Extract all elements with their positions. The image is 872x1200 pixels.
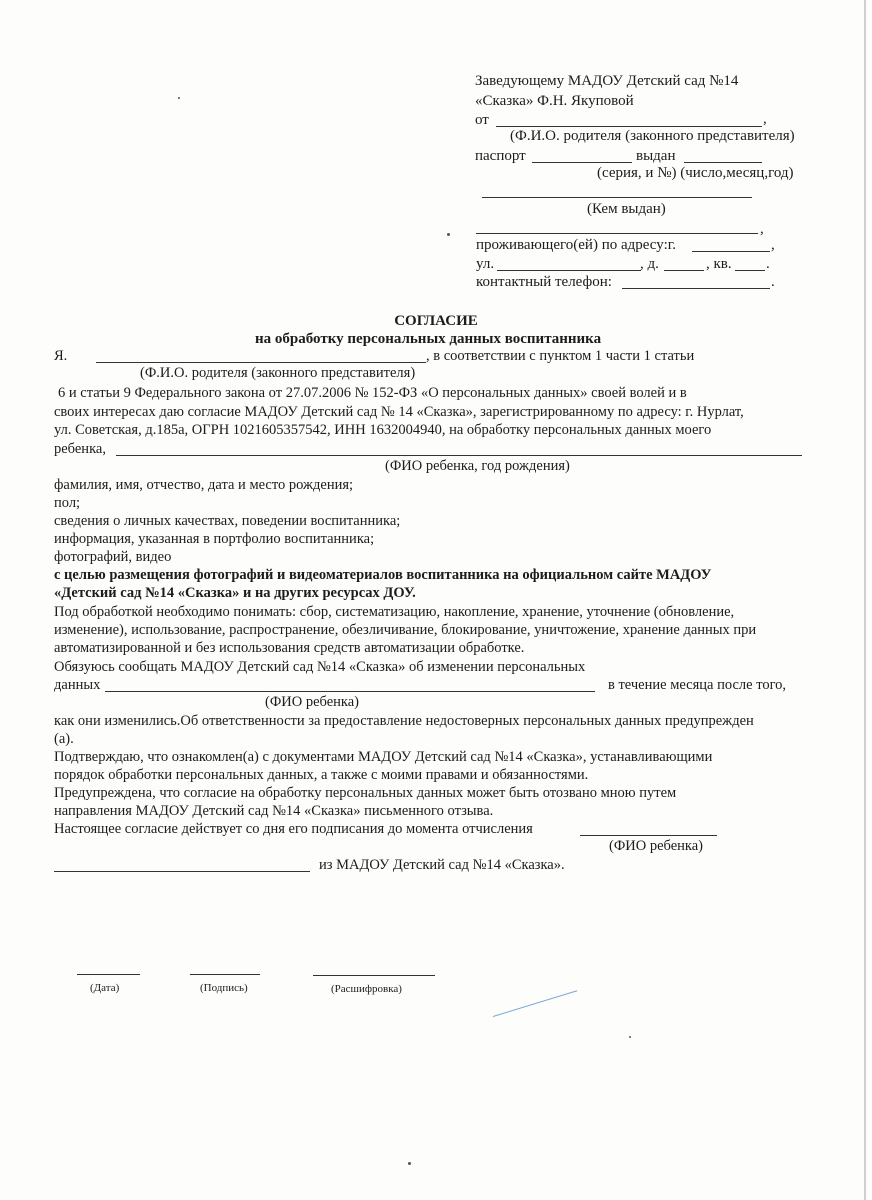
list-item: информация, указанная в портфолио воспитанника; (54, 531, 375, 547)
confirm-line-1: Подтверждаю, что ознакомлен(а) с документами МАДОУ Детский сад №14 «Сказка», устанавливающими (54, 749, 713, 765)
list-item: фотографий, видео (54, 549, 172, 565)
date-field[interactable] (77, 974, 140, 975)
confirm-line-2: порядок обработки персональных данных, а также с моими правами и обязанностями. (54, 767, 589, 783)
city-comma: , (771, 237, 775, 253)
issued-by-hint: (Кем выдан) (587, 201, 666, 217)
phone-dot: . (771, 274, 775, 290)
decode-hint: (Расшифровка) (331, 983, 402, 995)
validity-line-2: из МАДОУ Детский сад №14 «Сказка». (319, 857, 565, 873)
obligation-line-1: Обязуюсь сообщать МАДОУ Детский сад №14 «Сказка» об изменении персональных (54, 659, 586, 675)
warning-line-1: Предупреждена, что согласие на обработку персональных данных может быть отозвано мною путем (54, 785, 677, 801)
issued-by-field[interactable] (482, 197, 752, 198)
purpose-line-1: с целью размещения фотографий и видеоматериалов воспитанника на официальном сайте МАДОУ (54, 567, 712, 583)
passport-number-field[interactable] (532, 162, 632, 163)
document-title: СОГЛАСИЕ (394, 313, 478, 329)
list-item: сведения о личных качествах, поведении воспитанника; (54, 513, 401, 529)
responsibility-line-1: как они изменились.Об ответственности за предоставление недостоверных персональных данных предупрежден (54, 713, 754, 729)
ya-tail: , в соответствии с пунктом 1 части 1 статьи (426, 348, 695, 364)
parent-name-hint: (Ф.И.О. родителя (законного представителя) (510, 128, 795, 144)
warning-line-2: направления МАДОУ Детский сад №14 «Сказка» письменного отзыва. (54, 803, 494, 819)
child-fio-field-4[interactable] (54, 871, 310, 872)
apt-label: , кв. (706, 256, 732, 272)
issued-by-field-2[interactable] (476, 233, 758, 234)
scan-speck (447, 233, 450, 236)
ya-label: Я. (54, 348, 68, 364)
passport-hint: (серия, и №) (число,месяц,год) (597, 165, 794, 181)
parent-fio-field[interactable] (96, 362, 426, 363)
body-line-3: своих интересах даю согласие МАДОУ Детский сад № 14 «Сказка», зарегистрированному по адресу: г. Нурлат, (54, 404, 744, 420)
child-fio-field[interactable] (116, 455, 802, 456)
house-label: , д. (640, 256, 659, 272)
processing-line-1: Под обработкой необходимо понимать: сбор, систематизацию, накопление, хранение, уточнение (обновление, (54, 604, 735, 620)
validity-line-1: Настоящее согласие действует со дня его подписания до момента отчисления (54, 821, 533, 837)
document-subtitle: на обработку персональных данных воспитанника (255, 331, 602, 347)
apt-field[interactable] (735, 270, 765, 271)
obligation-data-label: данных (54, 677, 101, 693)
list-item: пол; (54, 495, 81, 511)
residence-label: проживающего(ей) по адресу:г. (476, 237, 676, 253)
scan-speck (178, 97, 180, 99)
house-field[interactable] (664, 270, 704, 271)
child-fio-hint-2: (ФИО ребенка) (265, 694, 360, 710)
scan-edge (864, 0, 866, 1200)
apt-dot: . (766, 256, 770, 272)
parent-name-field[interactable] (496, 126, 762, 127)
street-field[interactable] (497, 270, 641, 271)
pen-stroke (493, 990, 577, 1017)
processing-line-3: автоматизированной и без использования средств автоматизации обработке. (54, 640, 525, 656)
body-line-2: 6 и статьи 9 Федерального закона от 27.07.2006 № 152-ФЗ «О персональных данных» своей волей и в (58, 385, 687, 401)
purpose-line-2: «Детский сад №14 «Сказка» и на других ресурсах ДОУ. (54, 585, 416, 601)
issue-date-field[interactable] (684, 162, 762, 163)
child-fio-field-3[interactable] (580, 835, 717, 836)
decode-field[interactable] (313, 975, 435, 976)
processing-line-2: изменение), использование, распространение, обезличивание, блокирование, уничтожение, хранение данных при (54, 622, 757, 638)
phone-field[interactable] (622, 288, 770, 289)
addressee-line-2: «Сказка» Ф.Н. Якуповой (475, 93, 634, 109)
from-comma: , (763, 111, 767, 127)
signature-hint: (Подпись) (200, 982, 248, 994)
list-item: фамилия, имя, отчество, дата и место рождения; (54, 477, 354, 493)
scan-speck (629, 1036, 631, 1038)
passport-label: паспорт (475, 148, 526, 164)
scan-speck (408, 1162, 411, 1165)
from-label: от (475, 112, 489, 128)
responsibility-line-2: (а). (54, 731, 74, 747)
date-hint: (Дата) (90, 982, 120, 994)
city-field[interactable] (692, 251, 770, 252)
street-label: ул. (476, 256, 495, 272)
phone-label: контактный телефон: (476, 274, 612, 290)
obligation-line-2-tail: в течение месяца после того, (608, 677, 787, 693)
addressee-line-1: Заведующему МАДОУ Детский сад №14 (475, 73, 739, 89)
issued-by-comma: , (760, 221, 764, 237)
child-fio-hint: (ФИО ребенка, год рождения) (385, 458, 570, 474)
body-line-5: ребенка, (54, 441, 106, 457)
body-line-4: ул. Советская, д.185а, ОГРН 1021605357542, ИНН 1632004940, на обработку персональных данных моего (54, 422, 712, 438)
parent-fio-hint: (Ф.И.О. родителя (законного представителя) (140, 365, 416, 381)
child-fio-field-2[interactable] (105, 691, 595, 692)
signature-field[interactable] (190, 974, 260, 975)
issued-label: выдан (636, 148, 676, 164)
child-fio-hint-3: (ФИО ребенка) (609, 838, 704, 854)
